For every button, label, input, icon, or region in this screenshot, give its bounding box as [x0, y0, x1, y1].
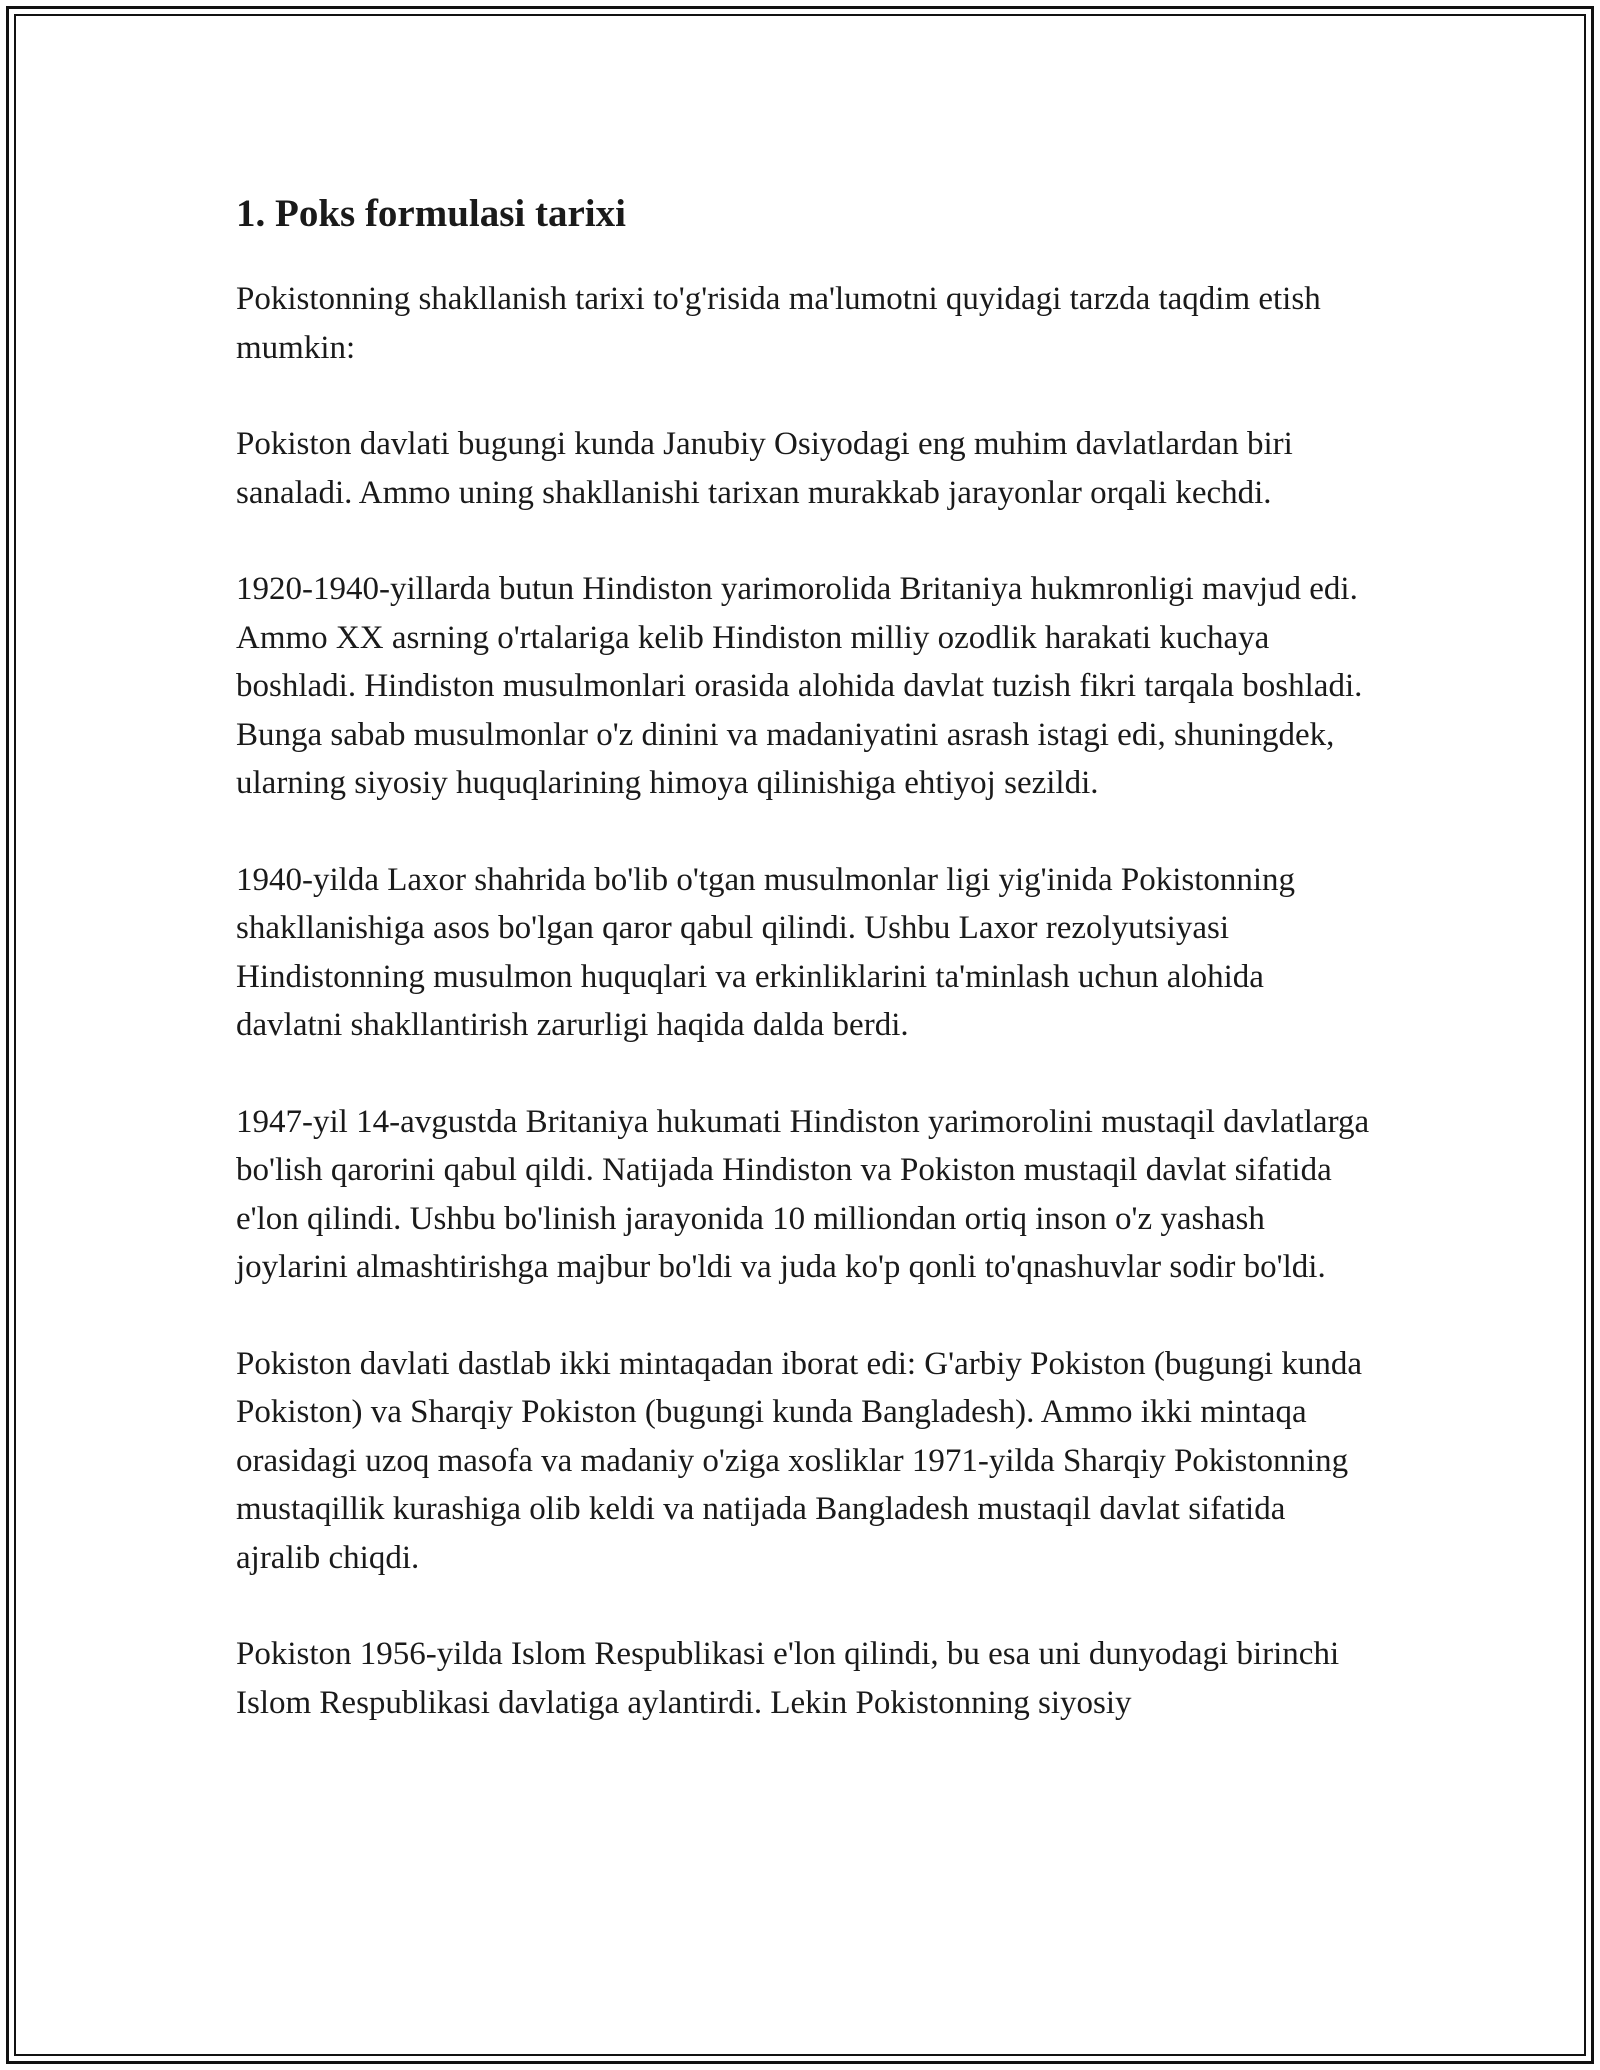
document-body — [236, 185, 1376, 1775]
paragraph-east-west: Pokiston davlati dastlab ikki mintaqadan iborat edi: G'arbiy Pokiston (bugungi kunda Pokiston) va Sharqiy Pokiston (bugungi kunda Bangladesh). Ammo ikki mintaqa orasidagi uzoq masofa va madaniy o'ziga xosliklar 1971-yilda Sharqiy Pokistonning mustaqillik kurashiga olib keldi va natijada Bangladesh mustaqil davlat sifatida ajralib chiqdi. — [236, 1345, 1362, 1576]
paragraph-islamic-republic: Pokiston 1956-yilda Islom Respublikasi e'lon qilindi, bu esa uni dunyodagi birinchi Islom Respublikasi davlatiga aylantirdi. Lekin Pokistonning siyosiy — [236, 1636, 1340, 1721]
paragraph-british-rule: 1920-1940-yillarda butun Hindiston yarimorolida Britaniya hukmronligi mavjud edi. Ammo XX asrning o'rtalariga kelib Hindiston milliy ozodlik harakati kuchaya boshladi. Hindiston musulmonlari orasida alohida davlat tuzish fikri tarqala boshladi. Bunga sabab musulmonlar o'z dinini va madaniyatini asrash istagi edi, shuningdek, ularning siyosiy huquqlarining himoya qilinishiga ehtiyoj sezildi. — [236, 571, 1363, 801]
paragraph-lahore-resolution: 1940-yilda Laxor shahrida bo'lib o'tgan musulmonlar ligi yig'inida Pokistonning shakllanishiga asos bo'lgan qaror qabul qilindi. Ushbu Laxor rezolyutsiyasi Hindistonning musulmon huquqlari va erkinliklarini ta'minlash uchun alohida davlatni shakllantirish zarurligi haqida dalda berdi. — [236, 861, 1296, 1043]
paragraph-intro: Pokistonning shakllanish tarixi to'g'risida ma'lumotni quyidagi tarzda taqdim etish mumkin: — [236, 281, 1321, 366]
section-heading: 1. Poks formulasi tarixi — [236, 192, 626, 235]
paragraph-overview: Pokiston davlati bugungi kunda Janubiy Osiyodagi eng muhim davlatlardan biri sanaladi. Ammo uning shakllanishi tarixan murakkab jarayonlar orqali kechdi. — [236, 426, 1293, 511]
paragraph-partition: 1947-yil 14-avgustda Britaniya hukumati Hindiston yarimorolini mustaqil davlatlarga bo'lish qarorini qabul qildi. Natijada Hindiston va Pokiston mustaqil davlat sifatida e'lon qilindi. Ushbu bo'linish jarayonida 10 milliondan ortiq inson o'z yashash joylarini almashtirishga majbur bo'ldi va juda ko'p qonli to'qnashuvlar sodir bo'ldi. — [236, 1103, 1370, 1285]
